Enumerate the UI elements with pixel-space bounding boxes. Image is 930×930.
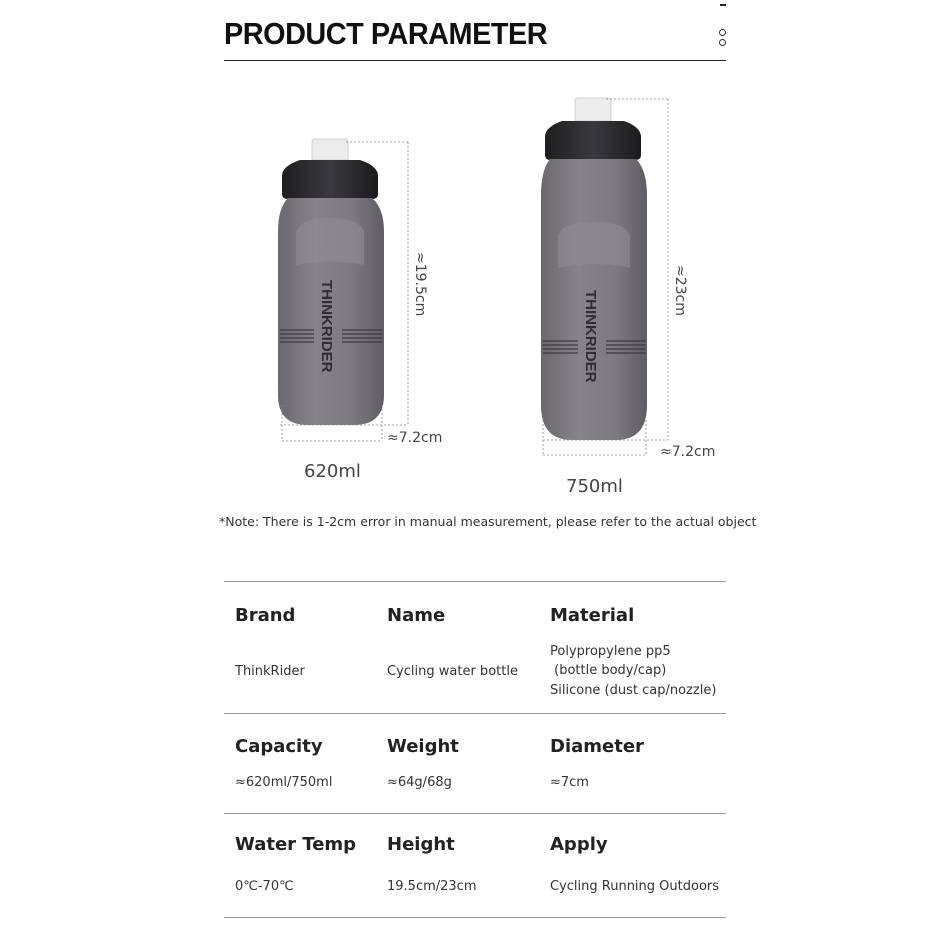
table-rule	[224, 813, 726, 814]
material-value-line2: (bottle body/cap)	[550, 663, 667, 678]
table-rule	[224, 713, 726, 714]
material-heading: Material	[550, 605, 635, 626]
name-heading: Name	[387, 605, 446, 626]
brand-value: ThinkRider	[235, 664, 305, 679]
apply-heading: Apply	[550, 834, 608, 855]
brand-heading: Brand	[235, 605, 296, 626]
weight-heading: Weight	[387, 736, 459, 757]
diameter-heading: Diameter	[550, 736, 644, 757]
nozzle	[312, 139, 348, 160]
bottle1-capacity-label: 620ml	[304, 461, 361, 482]
name-value: Cycling water bottle	[387, 664, 518, 679]
water-temp-value: 0℃-70℃	[235, 879, 294, 894]
grip-panel	[558, 222, 630, 268]
grip-panel	[296, 218, 364, 265]
bottle-brand-print: THINKRIDER	[582, 290, 599, 383]
table-rule	[224, 581, 726, 582]
bottle-750ml	[541, 98, 668, 455]
bottle1-height-label: ≈19.5cm	[412, 252, 428, 317]
bottle2-height-label: ≈23cm	[672, 265, 688, 316]
apply-value: Cycling Running Outdoors	[550, 879, 720, 894]
bottle-620ml	[278, 139, 408, 441]
material-value-line1: Polypropylene pp5	[550, 644, 671, 659]
page-title: PRODUCT PARAMETER	[224, 16, 548, 51]
water-temp-heading: Water Temp	[235, 834, 357, 855]
weight-value: ≈64g/68g	[387, 775, 452, 790]
bottle1-width-label: ≈7.2cm	[387, 430, 443, 446]
height-heading: Height	[387, 834, 455, 855]
capacity-value: ≈620ml/750ml	[235, 775, 333, 790]
diameter-value: ≈7cm	[550, 775, 589, 790]
bottle-brand-print: THINKRIDER	[318, 280, 335, 373]
bottle-cap	[282, 160, 378, 199]
capacity-heading: Capacity	[235, 736, 323, 757]
measurement-note: *Note: There is 1-2cm error in manual measurement, please refer to the actual object	[219, 514, 757, 529]
bottle-cap	[545, 121, 641, 160]
table-rule	[224, 917, 726, 918]
height-value: 19.5cm/23cm	[387, 879, 477, 894]
bottle2-capacity-label: 750ml	[566, 476, 623, 497]
material-value-line3: Silicone (dust cap/nozzle)	[550, 683, 717, 698]
bottle2-width-label: ≈7.2cm	[660, 444, 716, 460]
nozzle	[575, 98, 611, 121]
